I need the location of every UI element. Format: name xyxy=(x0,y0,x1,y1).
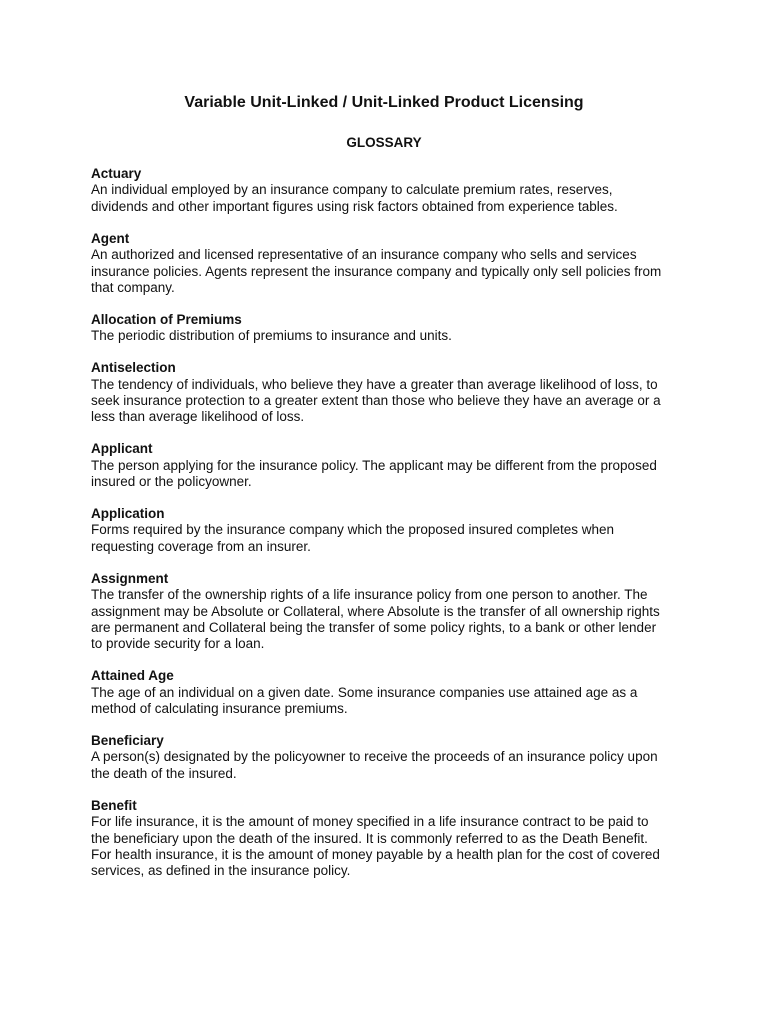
document-subtitle: GLOSSARY xyxy=(346,135,422,150)
glossary-definition-line: The periodic distribution of premiums to insurance and units. xyxy=(91,328,452,344)
glossary-entries xyxy=(91,166,681,895)
glossary-term: Application xyxy=(91,506,165,521)
glossary-definition-line: requesting coverage from an insurer. xyxy=(91,538,311,554)
glossary-definition-line: The person applying for the insurance policy. The applicant may be different from the proposed xyxy=(91,457,657,473)
glossary-entry xyxy=(91,506,681,555)
glossary-definition-line: the beneficiary upon the death of the insured. It is commonly referred to as the Death Benefit. xyxy=(91,830,648,846)
glossary-definition-line: are permanent and Collateral being the transfer of some policy rights, to a bank or other lender xyxy=(91,619,657,635)
glossary-term: Actuary xyxy=(91,166,142,181)
glossary-term: Applicant xyxy=(91,441,153,457)
glossary-definition-line: insured or the policyowner. xyxy=(91,474,252,490)
glossary-definition-line: to provide security for a loan. xyxy=(91,636,265,652)
glossary-entry xyxy=(91,441,681,490)
glossary-entry xyxy=(91,360,681,426)
glossary-definition-line: seek insurance protection to a greater extent than those who believe they have an average or a xyxy=(91,392,661,408)
glossary-definition-line: Forms required by the insurance company which the proposed insured completes when xyxy=(91,522,615,538)
glossary-definition-line: For life insurance, it is the amount of money specified in a life insurance contract to be paid to xyxy=(91,814,649,830)
glossary-entry xyxy=(91,733,681,782)
glossary-definition-line: the death of the insured. xyxy=(91,765,237,781)
glossary-term: Agent xyxy=(91,230,130,246)
glossary-definition-line: The tendency of individuals, who believe they have a greater than average likelihood of loss, to xyxy=(91,376,658,392)
glossary-definition-line: An authorized and licensed representative of an insurance company who sells and services xyxy=(91,247,637,263)
glossary-entry xyxy=(91,166,681,215)
glossary-term: Allocation of Premiums xyxy=(91,311,242,327)
glossary-term: Attained Age xyxy=(91,668,174,684)
document-title: Variable Unit-Linked / Unit-Linked Product Licensing xyxy=(184,94,584,111)
glossary-term: Beneficiary xyxy=(91,732,164,748)
glossary-definition-line: A person(s) designated by the policyowner to receive the proceeds of an insurance policy upon xyxy=(91,749,658,765)
glossary-entry xyxy=(91,571,681,653)
glossary-entry xyxy=(91,312,681,345)
glossary-definition-line: An individual employed by an insurance company to calculate premium rates, reserves, xyxy=(91,182,613,198)
glossary-definition-line: The transfer of the ownership rights of a life insurance policy from one person to another. The xyxy=(91,587,648,603)
glossary-term: Benefit xyxy=(91,797,137,813)
glossary-term: Antiselection xyxy=(91,360,176,376)
glossary-entry xyxy=(91,668,681,717)
glossary-term: Assignment xyxy=(91,570,169,586)
glossary-definition-line: For health insurance, it is the amount of money payable by a health plan for the cost of covered xyxy=(91,846,660,862)
glossary-definition-line: that company. xyxy=(91,279,175,295)
glossary-definition-line: The age of an individual on a given date. Some insurance companies use attained age as a xyxy=(91,684,638,700)
glossary-definition-line: less than average likelihood of loss. xyxy=(91,409,305,425)
glossary-definition-line: dividends and other important figures using risk factors obtained from experience tables. xyxy=(91,198,618,214)
glossary-definition-line: services, as defined in the insurance policy. xyxy=(91,863,351,879)
glossary-entry xyxy=(91,798,681,880)
glossary-entry xyxy=(91,231,681,297)
glossary-definition-line: method of calculating insurance premiums. xyxy=(91,701,348,717)
glossary-definition-line: assignment may be Absolute or Collateral, where Absolute is the transfer of all ownership rights xyxy=(91,603,660,619)
glossary-definition-line: insurance policies. Agents represent the insurance company and typically only sell policies from xyxy=(91,263,662,279)
